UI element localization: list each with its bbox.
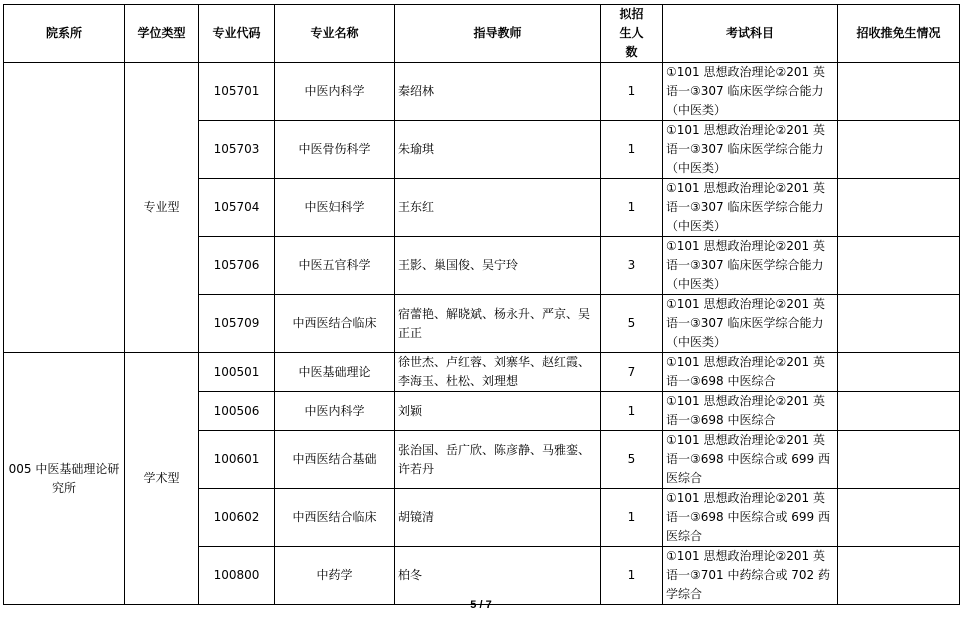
exempt-cell [838,353,960,392]
advisors-cell: 王东红 [395,179,601,237]
exempt-cell [838,121,960,179]
header-row [4,5,960,63]
advisors-cell: 秦绍林 [395,63,601,121]
advisors-cell: 柏冬 [395,547,601,605]
exam-subjects-cell: ①101 思想政治理论②201 英语一③698 中医综合或 699 西医综合 [663,431,838,489]
dept-cell: 005 中医基础理论研究所 [4,353,125,605]
exempt-cell [838,237,960,295]
major-name-cell: 中医妇科学 [275,179,395,237]
quota-cell: 5 [601,295,663,353]
major-code-cell: 105706 [199,237,275,295]
advisors-cell: 王影、巢国俊、吴宁玲 [395,237,601,295]
quota-cell: 1 [601,63,663,121]
exam-subjects-cell: ①101 思想政治理论②201 英语一③307 临床医学综合能力（中医类） [663,121,838,179]
major-name-cell: 中医五官科学 [275,237,395,295]
degree-type-cell: 学术型 [125,353,199,605]
quota-cell: 7 [601,353,663,392]
exam-subjects-cell: ①101 思想政治理论②201 英语一③307 临床医学综合能力（中医类） [663,179,838,237]
table-row [4,63,960,121]
major-code-cell: 100506 [199,392,275,431]
major-name-cell: 中医基础理论 [275,353,395,392]
advisors-cell: 张治国、岳广欣、陈彦静、马雅銮、许若丹 [395,431,601,489]
major-code-cell: 105704 [199,179,275,237]
quota-cell: 1 [601,489,663,547]
exempt-cell [838,392,960,431]
major-name-cell: 中医内科学 [275,392,395,431]
advisors-cell: 宿蕾艳、解晓斌、杨永升、严京、吴正正 [395,295,601,353]
quota-cell: 1 [601,547,663,605]
admissions-table [3,4,960,605]
exempt-cell [838,179,960,237]
header-exempt: 招收推免生情况 [838,5,960,63]
major-name-cell: 中西医结合临床 [275,295,395,353]
header-degree-type: 学位类型 [125,5,199,63]
exempt-cell [838,63,960,121]
exam-subjects-cell: ①101 思想政治理论②201 英语一③701 中药综合或 702 药学综合 [663,547,838,605]
major-name-cell: 中药学 [275,547,395,605]
advisors-cell: 徐世杰、卢红蓉、刘寨华、赵红霞、李海玉、杜松、刘理想 [395,353,601,392]
major-name-cell: 中医骨伤科学 [275,121,395,179]
major-code-cell: 105701 [199,63,275,121]
exam-subjects-cell: ①101 思想政治理论②201 英语一③698 中医综合 [663,392,838,431]
degree-type-cell: 专业型 [125,63,199,353]
exam-subjects-cell: ①101 思想政治理论②201 英语一③307 临床医学综合能力（中医类） [663,237,838,295]
header-major-code: 专业代码 [199,5,275,63]
exam-subjects-cell: ①101 思想政治理论②201 英语一③698 中医综合或 699 西医综合 [663,489,838,547]
exempt-cell [838,489,960,547]
quota-cell: 1 [601,121,663,179]
header-quota: 拟招生人数 [601,5,663,63]
table-row [4,353,960,392]
exempt-cell [838,295,960,353]
exam-subjects-cell: ①101 思想政治理论②201 英语一③307 临床医学综合能力（中医类） [663,295,838,353]
exempt-cell [838,547,960,605]
header-advisors: 指导教师 [395,5,601,63]
major-code-cell: 105703 [199,121,275,179]
header-dept: 院系所 [4,5,125,63]
quota-cell: 1 [601,179,663,237]
quota-cell: 1 [601,392,663,431]
quota-cell: 3 [601,237,663,295]
dept-cell [4,63,125,353]
major-code-cell: 100501 [199,353,275,392]
major-name-cell: 中西医结合临床 [275,489,395,547]
major-name-cell: 中医内科学 [275,63,395,121]
major-code-cell: 100800 [199,547,275,605]
major-name-cell: 中西医结合基础 [275,431,395,489]
exam-subjects-cell: ①101 思想政治理论②201 英语一③307 临床医学综合能力（中医类） [663,63,838,121]
page-number: 5 / 7 [470,599,492,611]
major-code-cell: 100601 [199,431,275,489]
advisors-cell: 刘颖 [395,392,601,431]
quota-cell: 5 [601,431,663,489]
exam-subjects-cell: ①101 思想政治理论②201 英语一③698 中医综合 [663,353,838,392]
advisors-cell: 胡镜清 [395,489,601,547]
advisors-cell: 朱瑜琪 [395,121,601,179]
header-exam-subjects: 考试科目 [663,5,838,63]
exempt-cell [838,431,960,489]
major-code-cell: 100602 [199,489,275,547]
major-code-cell: 105709 [199,295,275,353]
header-major-name: 专业名称 [275,5,395,63]
